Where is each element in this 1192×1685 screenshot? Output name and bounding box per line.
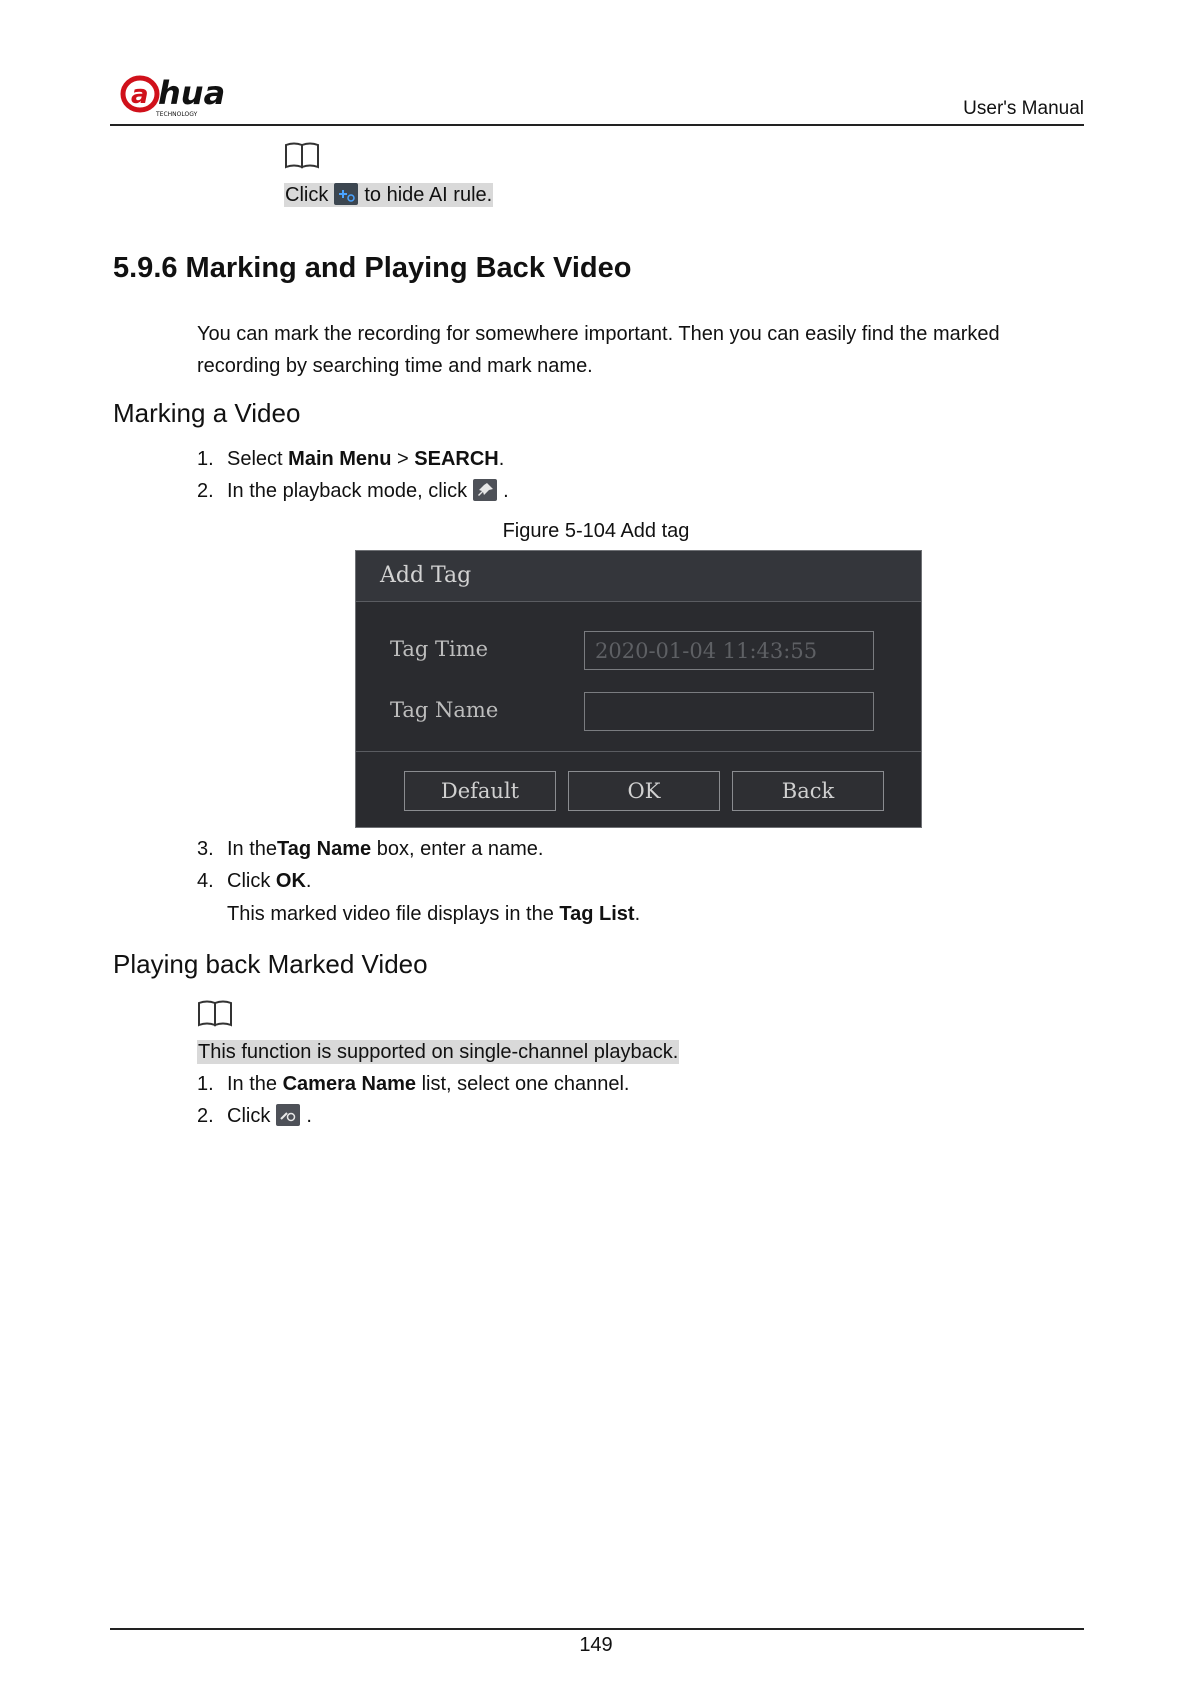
playing-step-1: 1. In the Camera Name list, select one channel.: [197, 1073, 630, 1095]
svg-text:a: a: [131, 80, 149, 110]
section-intro: You can mark the recording for somewhere important. Then you can easily find the marked recording by searching time and mark name.: [197, 323, 1000, 377]
default-button[interactable]: Default: [404, 771, 556, 811]
back-button[interactable]: Back: [732, 771, 884, 811]
tag-name-label: Tag Name: [390, 698, 499, 722]
brand-logo: [118, 72, 258, 122]
pin-tag-icon: [473, 479, 497, 501]
marking-step-4-detail: This marked video file displays in the Tag List.: [227, 903, 641, 925]
ok-button[interactable]: OK: [568, 771, 720, 811]
header-divider: [110, 124, 1084, 126]
tag-name-input[interactable]: [584, 692, 874, 731]
manual-title: User's Manual: [963, 98, 1084, 119]
figure-caption: Figure 5-104 Add tag: [502, 520, 690, 542]
note-hide-ai-rule: [284, 183, 493, 207]
note-single-channel: [197, 1040, 679, 1064]
dialog-title: Add Tag: [380, 563, 472, 588]
svg-text:TECHNOLOGY: TECHNOLOGY: [156, 111, 198, 118]
dialog-divider: [356, 751, 921, 752]
add-tag-dialog: [355, 550, 922, 828]
playing-step-2: 2. Click .: [197, 1105, 312, 1127]
footer-divider: [110, 1628, 1084, 1630]
note-book-icon: [197, 999, 233, 1027]
marking-step-2: 2. In the playback mode, click .: [197, 480, 509, 502]
svg-text:hua: hua: [158, 74, 226, 112]
tag-time-label: Tag Time: [390, 637, 489, 661]
marking-step-4: 4. Click OK.: [197, 870, 312, 892]
section-title: 5.9.6 Marking and Playing Back Video: [113, 252, 632, 284]
dialog-titlebar: [356, 551, 921, 602]
heading-playing-back: Playing back Marked Video: [113, 949, 428, 979]
ai-rule-icon: [334, 183, 358, 205]
tag-time-field[interactable]: 2020-01-04 11:43:55: [584, 631, 874, 670]
brand-logo-icon: [118, 72, 258, 122]
note-text: Click to hide AI rule.: [285, 184, 493, 206]
heading-marking-video: Marking a Video: [113, 398, 301, 428]
marking-step-1: 1. Select Main Menu > SEARCH.: [197, 448, 505, 470]
tag-search-icon: [276, 1104, 300, 1126]
page-number: 149: [579, 1634, 613, 1656]
note-text: This function is supported on single-channel playback.: [198, 1041, 679, 1063]
marking-step-3: 3. In theTag Name box, enter a name.: [197, 838, 544, 860]
note-book-icon: [284, 141, 320, 169]
